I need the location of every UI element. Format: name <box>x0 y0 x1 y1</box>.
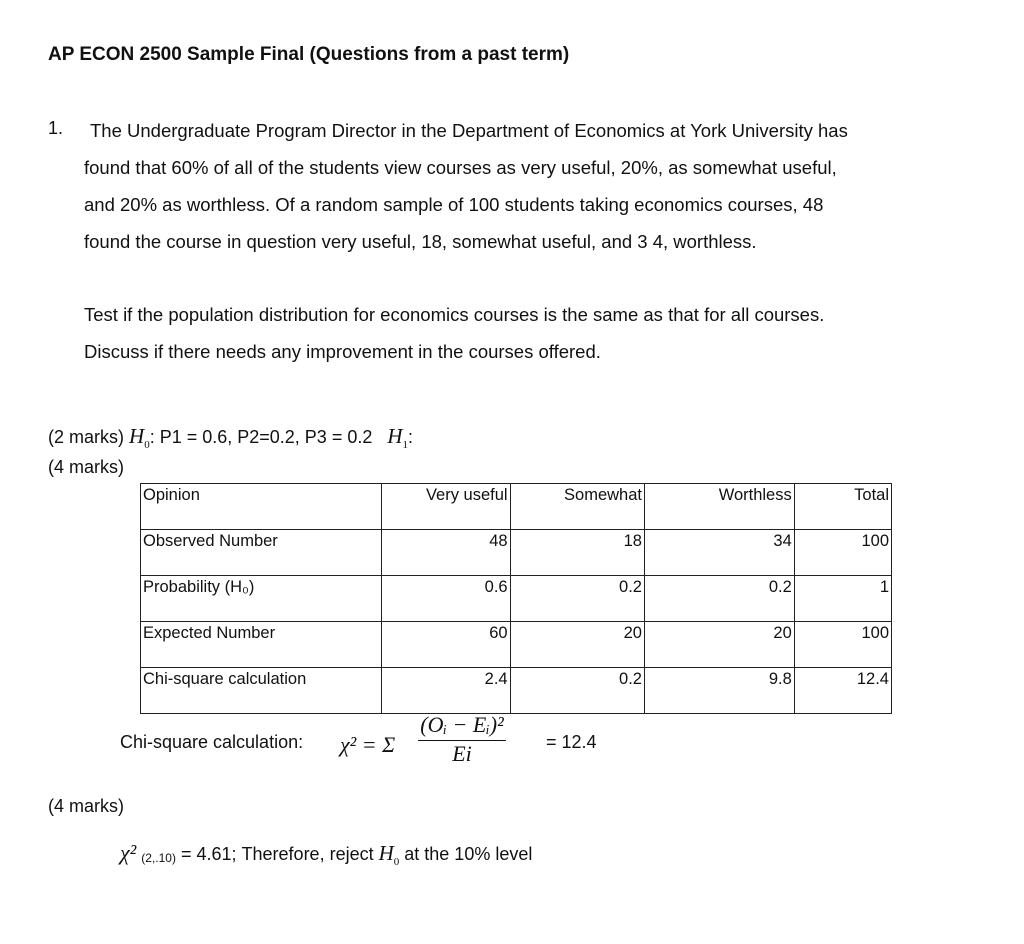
chi-calc-label: Chi-square calculation: <box>120 732 304 752</box>
table-row <box>141 622 892 668</box>
task-line: Discuss if there needs any improvement in the courses offered. <box>84 341 601 362</box>
hypothesis-marks: (2 marks) <box>48 427 124 447</box>
table-row <box>141 576 892 622</box>
header-cell: Somewhat <box>510 484 644 530</box>
table-header-row <box>141 484 892 530</box>
h1-text: : <box>408 427 414 447</box>
header-cell: Worthless <box>644 484 794 530</box>
table-cell: 0.2 <box>510 576 644 622</box>
header-cell: Total <box>794 484 891 530</box>
table-cell: 0.2 <box>644 576 794 622</box>
task-line: Test if the population distribution for economics courses is the same as that for all courses. <box>84 304 825 325</box>
header-cell: Opinion <box>141 484 382 530</box>
table-cell: 48 <box>382 530 511 576</box>
table-row <box>141 530 892 576</box>
table-cell: 12.4 <box>794 668 891 714</box>
paragraph-line: and 20% as worthless. Of a random sample of 100 students taking economics courses, 48 <box>84 194 824 215</box>
table-cell: 0.2 <box>510 668 644 714</box>
formula-lhs: χ² = Σ <box>340 732 396 757</box>
row-label: Expected Number <box>141 622 382 668</box>
document-title: AP ECON 2500 Sample Final (Questions from a past term) <box>48 44 570 65</box>
chi-calc-result: = 12.4 <box>546 732 597 752</box>
critical-value-line <box>120 840 532 868</box>
h0-symbol: $H_0$ <box>378 841 400 869</box>
table-cell: 20 <box>510 622 644 668</box>
table-cell: 18 <box>510 530 644 576</box>
h1-symbol: $H_1$ <box>387 424 409 452</box>
critical-conclusion: at the 10% level <box>399 844 533 864</box>
formula-fraction <box>418 712 506 767</box>
question-paragraph <box>84 112 994 260</box>
formula-denominator: Ei <box>452 741 472 766</box>
row-label: Observed Number <box>141 530 382 576</box>
header-cell: Very useful <box>382 484 511 530</box>
question-task <box>84 296 824 370</box>
table-cell: 60 <box>382 622 511 668</box>
table-cell: 34 <box>644 530 794 576</box>
row-label: Probability (H₀) <box>141 576 382 622</box>
table-cell: 9.8 <box>644 668 794 714</box>
paragraph-line: found the course in question very useful, 18, somewhat useful, and 3 4, worthless. <box>84 231 757 252</box>
hypothesis-line <box>48 424 413 451</box>
paragraph-line: found that 60% of all of the students view courses as very useful, 20%, as somewhat useful, <box>84 157 837 178</box>
question-number: 1. <box>48 118 64 138</box>
formula-numerator: (Oᵢ − Eᵢ)² <box>418 712 506 741</box>
critical-marks: (4 marks) <box>48 796 124 816</box>
paragraph-line: The Undergraduate Program Director in the Department of Economics at York University has <box>90 120 848 141</box>
row-label: Chi-square calculation <box>141 668 382 714</box>
h0-symbol: $H_0$ <box>129 424 150 452</box>
table-cell: 100 <box>794 622 891 668</box>
h0-text: : P1 = 0.6, P2=0.2, P3 = 0.2 <box>149 427 373 447</box>
table-marks: (4 marks) <box>48 457 124 477</box>
table-cell: 0.6 <box>382 576 511 622</box>
critical-df: (2,.10) <box>141 851 176 865</box>
table-cell: 1 <box>794 576 891 622</box>
chi-symbol: χ² <box>120 840 137 865</box>
table-cell: 20 <box>644 622 794 668</box>
table-cell: 100 <box>794 530 891 576</box>
table-row <box>141 668 892 714</box>
table-cell: 2.4 <box>382 668 511 714</box>
results-table <box>140 483 892 714</box>
critical-text: = 4.61; Therefore, reject <box>175 844 379 864</box>
